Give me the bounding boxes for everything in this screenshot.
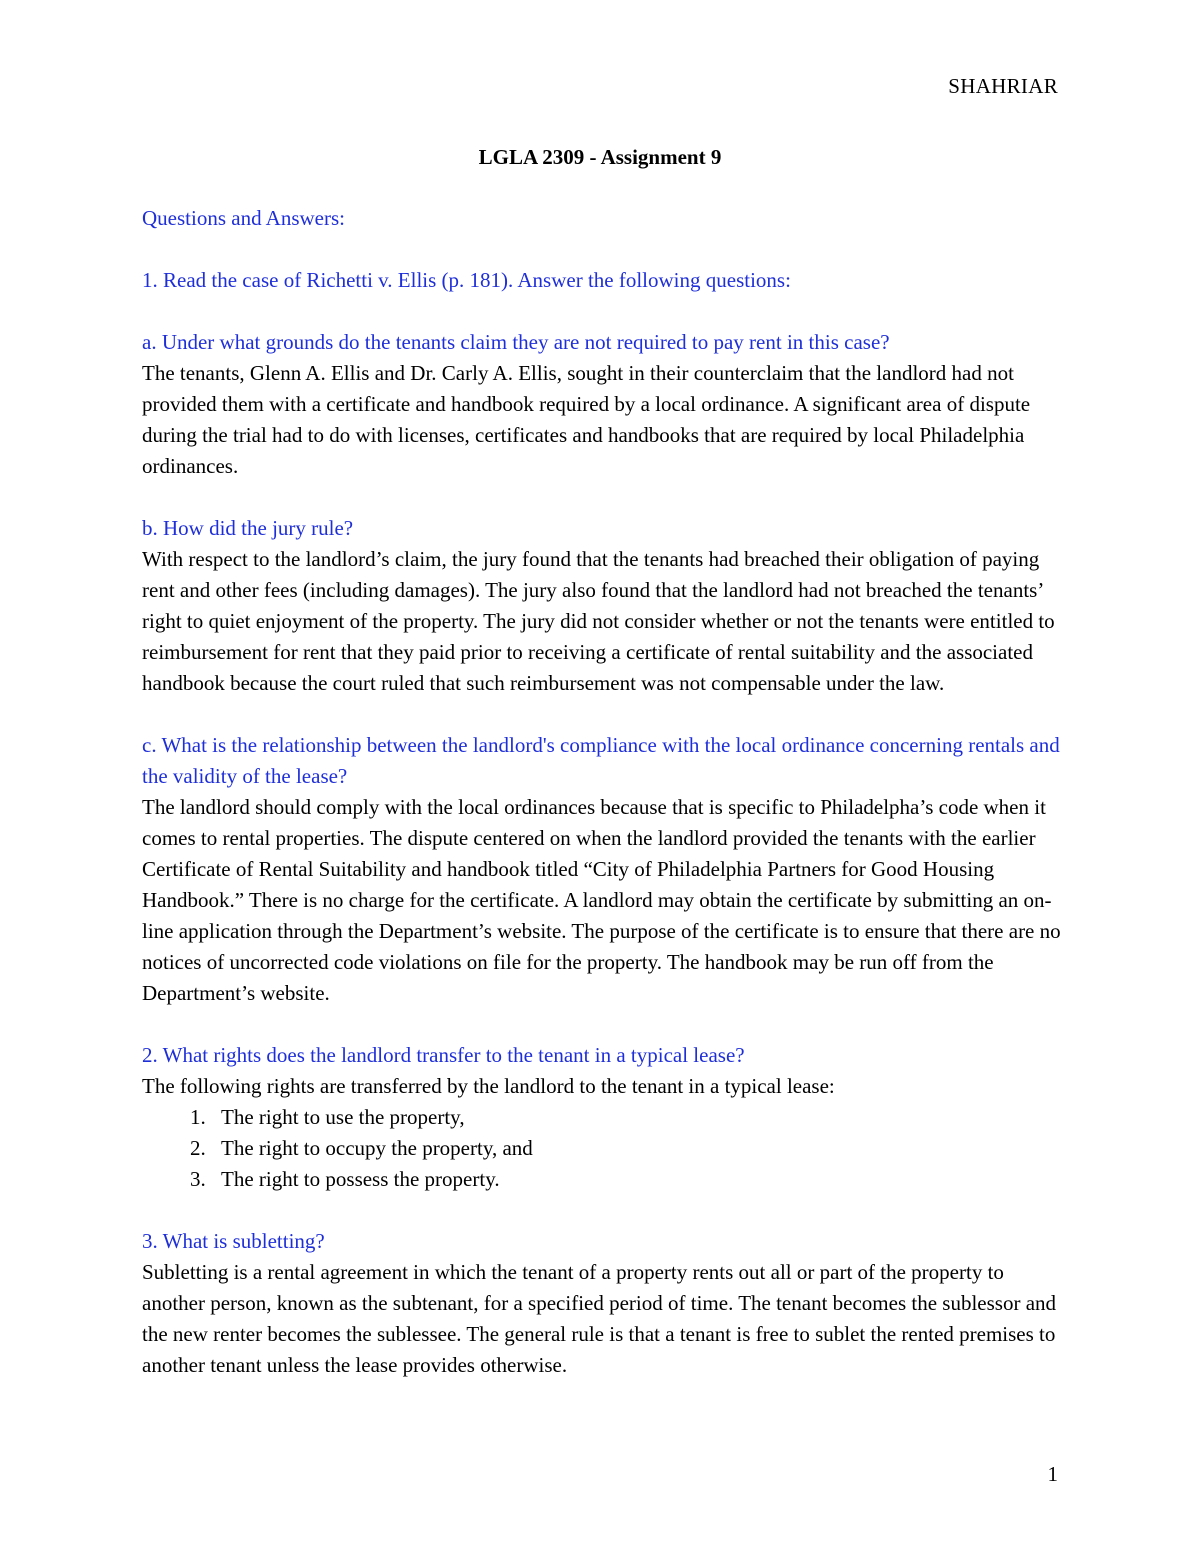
list-item: 3. The right to possess the property. [211, 1164, 1062, 1195]
section-heading: Questions and Answers: [142, 206, 345, 230]
page-number: 1 [1047, 1462, 1058, 1486]
spacer [142, 296, 1062, 327]
question-1a: a. Under what grounds do the tenants claim they are not required to pay rent in this case? [142, 330, 890, 354]
document-body [142, 203, 1062, 1381]
question-1c: c. What is the relationship between the landlord's compliance with the local ordinance concerning rentals and the validity of the lease? [142, 733, 1060, 788]
question-1-prompt: 1. Read the case of Richetti v. Ellis (p. 181). Answer the following questions: [142, 268, 791, 292]
rights-list [142, 1102, 1062, 1195]
header-author-name: SHAHRIAR [948, 74, 1058, 98]
spacer [142, 234, 1062, 265]
answer-3: Subletting is a rental agreement in which the tenant of a property rents out all or part of the property to another person, known as the subtenant, for a specified period of time. The tenant becomes the sublessor and the new renter becomes the sublessee. The general rule is that a tenant is free to sublet the rented premises to another tenant unless the lease provides otherwise. [142, 1260, 1057, 1377]
list-item: 2. The right to occupy the property, and [211, 1133, 1062, 1164]
question-3: 3. What is subletting? [142, 1229, 325, 1253]
spacer [142, 1195, 1062, 1226]
document-title: LGLA 2309 - Assignment 9 [478, 145, 722, 169]
answer-1b: With respect to the landlord’s claim, the jury found that the tenants had breached their obligation of paying rent and other fees (including damages). The jury also found that the landlord had not breached the tenants’ right to quiet enjoyment of the property. The jury did not consider whether or not the tenants were entitled to reimbursement for rent that they paid prior to receiving a certificate of rental suitability and the associated handbook because the court ruled that such reimbursement was not compensable under the law. [142, 547, 1055, 695]
question-2: 2. What rights does the landlord transfer to the tenant in a typical lease? [142, 1043, 745, 1067]
answer-1a: The tenants, Glenn A. Ellis and Dr. Carly A. Ellis, sought in their counterclaim that the landlord had not provided them with a certificate and handbook required by a local ordinance. A significant area of dispute during the trial had to do with licenses, certificates and handbooks that are required by local Philadelphia ordinances. [142, 361, 1031, 478]
spacer [142, 699, 1062, 730]
spacer [142, 482, 1062, 513]
question-1b: b. How did the jury rule? [142, 516, 354, 540]
answer-1c: The landlord should comply with the local ordinances because that is specific to Philadelpha’s code when it comes to rental properties. The dispute centered on when the landlord provided the tenants with the earlier Certificate of Rental Suitability and handbook titled “City of Philadelphia Partners for Good Housing Handbook.” There is no charge for the certificate. A landlord may obtain the certificate by submitting an on-line application through the Department’s website. The purpose of the certificate is to ensure that there are no notices of uncorrected code violations on file for the property. The handbook may be run off from the Department’s website. [142, 795, 1061, 1005]
spacer [142, 1009, 1062, 1040]
answer-2-intro: The following rights are transferred by the landlord to the tenant in a typical lease: [142, 1074, 835, 1098]
list-item: 1. The right to use the property, [211, 1102, 1062, 1133]
